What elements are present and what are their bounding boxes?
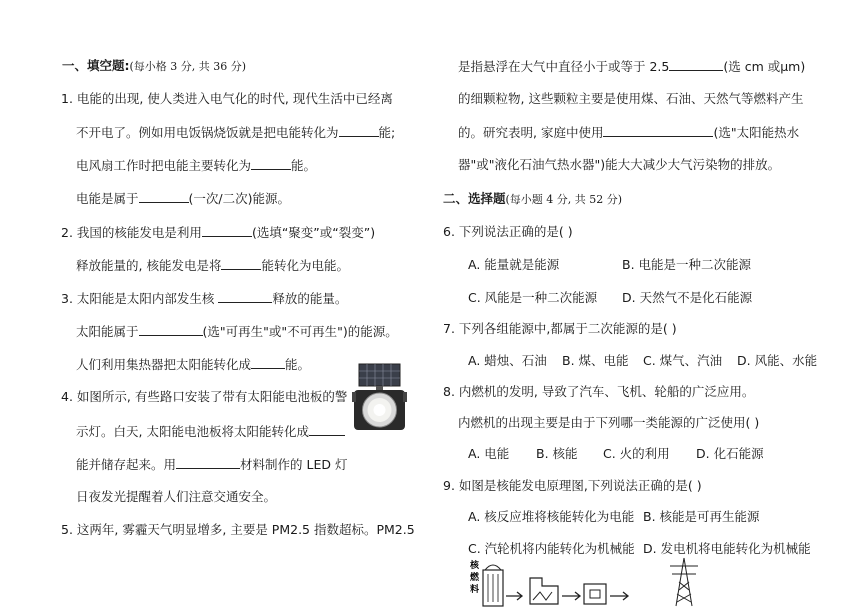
q3-line-3 <box>76 356 310 373</box>
q9-option-d[interactable]: D. 发电机将电能转化为机械能 <box>643 541 811 556</box>
q5-text-5: 器"或"液化石油气热水器")能大大减少大气污染物的排放。 <box>458 157 781 172</box>
q7-option-d[interactable]: D. 风能、水能 <box>737 353 818 368</box>
q7-option-b[interactable]: B. 煤、电能 <box>562 353 629 368</box>
q2-text-1b: (选填“聚变”或“裂变”) <box>251 225 376 240</box>
q2-text-2a: 释放能量的, 核能发电是将 <box>76 258 222 273</box>
q8-stem-text: 内燃机的发明, 导致了汽车、飞机、轮船的广泛应用。 <box>458 384 755 399</box>
q3-blank-2[interactable] <box>139 323 203 336</box>
q8-option-c[interactable]: C. 火的利用 <box>603 446 670 461</box>
q8-stem-2: 内燃机的出现主要是由于下列哪一类能源的广泛使用( ) <box>458 415 760 430</box>
q6-option-c[interactable]: C. 风能是一种二次能源 <box>468 290 598 305</box>
q1-line-1 <box>61 91 393 107</box>
q2-blank-2[interactable] <box>221 257 261 270</box>
q4-line-1 <box>61 389 347 405</box>
q9-stem-text: 如图是核能发电原理图,下列说法正确的是( ) <box>458 478 702 493</box>
q9-stem <box>443 478 702 494</box>
q3-text-2b: (选"可再生"或"不可再生")的能源。 <box>202 324 398 339</box>
reactor-icon <box>483 565 503 606</box>
diagram-label-2: 燃 <box>470 573 480 583</box>
q5-number: 5. <box>61 522 73 537</box>
q9-number: 9. <box>443 478 455 493</box>
q1-line-4 <box>76 190 290 207</box>
diagram-label-3: 料 <box>470 585 480 595</box>
arrow-icon <box>506 592 522 600</box>
q6-option-b[interactable]: B. 电能是一种二次能源 <box>622 257 752 272</box>
q1-blank-2[interactable] <box>251 157 291 170</box>
q5-blank-1[interactable] <box>669 58 723 71</box>
q3-line-1 <box>61 290 347 307</box>
q3-text-1b: 释放的能量。 <box>272 291 348 306</box>
q1-number: 1. <box>61 91 73 106</box>
q3-blank-1[interactable] <box>218 290 272 303</box>
q4-line-4 <box>76 489 276 505</box>
section-2-note: (每小题 4 分, 共 52 分) <box>505 193 623 206</box>
section-2-heading <box>443 191 622 208</box>
q9-option-c[interactable]: C. 汽轮机将内能转化为机械能 <box>468 541 635 556</box>
q1-line-2 <box>76 124 395 141</box>
q5-line-4 <box>458 124 799 141</box>
q5-text-2b: (选 cm 或μm) <box>723 59 806 74</box>
q7-stem-text: 下列各组能源中,都属于二次能源的是( ) <box>458 321 677 336</box>
q4-text-2a: 示灯。白天, 太阳能电池板将太阳能转化成 <box>76 424 309 439</box>
q1-text-3b: 能。 <box>291 158 317 173</box>
q1-text-1: 电能的出现, 使人类进入电气化的时代, 现代生活中已经离 <box>76 91 393 106</box>
q2-text-1a: 我国的核能发电是利用 <box>76 225 202 240</box>
q3-text-3a: 人们利用集热器把太阳能转化成 <box>76 357 252 372</box>
q3-text-2a: 太阳能属于 <box>76 324 139 339</box>
q6-option-a[interactable]: A. 能量就是能源 <box>468 257 560 272</box>
q5-line-1 <box>61 522 415 538</box>
q3-line-2 <box>76 323 398 340</box>
q1-blank-3[interactable] <box>139 190 189 203</box>
q8-stem <box>443 384 754 400</box>
q5-text-2a: 是指悬浮在大气中直径小于或等于 2.5 <box>458 59 670 74</box>
q2-number: 2. <box>61 225 73 240</box>
power-tower-icon <box>670 558 698 606</box>
q1-text-2a: 不开电了。例如用电饭锅烧饭就是把电能转化为 <box>76 125 339 140</box>
q4-line-3 <box>76 456 347 473</box>
q1-blank-1[interactable] <box>339 124 379 137</box>
q5-text-4a: 的。研究表明, 家庭中使用 <box>458 125 604 140</box>
q8-option-d[interactable]: D. 化石能源 <box>696 446 764 461</box>
q5-line-2 <box>458 58 805 75</box>
q3-blank-3[interactable] <box>251 356 285 369</box>
q6-stem-text: 下列说法正确的是( ) <box>458 224 573 239</box>
q5-blank-2[interactable] <box>603 124 713 137</box>
q1-text-2b: 能; <box>378 125 396 140</box>
q1-text-4b: (一次/二次)能源。 <box>188 191 290 206</box>
q3-text-3b: 能。 <box>285 357 311 372</box>
q1-text-4a: 电能是属于 <box>76 191 139 206</box>
turbine-icon <box>584 584 606 604</box>
q4-line-2 <box>76 423 345 440</box>
diagram-label-1: 核 <box>470 561 480 571</box>
arrow-icon <box>610 592 628 600</box>
q4-text-4: 日夜发光提醒着人们注意交通安全。 <box>76 489 277 504</box>
q5-text-4b: (选"太阳能热水 <box>713 125 800 140</box>
q8-number: 8. <box>443 384 455 399</box>
q1-text-3a: 电风扇工作时把电能主要转化为 <box>76 158 252 173</box>
q4-blank-2[interactable] <box>176 456 240 469</box>
arrow-icon <box>562 592 580 600</box>
q7-option-a[interactable]: A. 蜡烛、石油 <box>468 353 547 368</box>
section-1-title: 一、填空题: <box>62 58 130 73</box>
steam-generator-icon <box>530 578 558 604</box>
solar-warning-lamp-image <box>351 362 408 432</box>
q4-text-3b: 材料制作的 LED 灯 <box>240 457 348 472</box>
q2-text-2b: 能转化为电能。 <box>261 258 349 273</box>
q5-line-5 <box>458 157 780 173</box>
q7-stem <box>443 321 677 337</box>
q9-option-a[interactable]: A. 核反应堆将核能转化为电能 <box>468 509 635 524</box>
q4-text-3a: 能并储存起来。用 <box>76 457 177 472</box>
q5-text-3: 的细颗粒物, 这些颗粒主要是使用煤、石油、天然气等燃料产生 <box>458 91 804 106</box>
q8-option-a[interactable]: A. 电能 <box>468 446 510 461</box>
q3-text-1a: 太阳能是太阳内部发生核 <box>76 291 219 306</box>
section-2-title: 二、选择题 <box>443 191 506 206</box>
q9-option-b[interactable]: B. 核能是可再生能源 <box>643 509 760 524</box>
q3-number: 3. <box>61 291 73 306</box>
q4-number: 4. <box>61 389 73 404</box>
q6-number: 6. <box>443 224 455 239</box>
q8-option-b[interactable]: B. 核能 <box>536 446 578 461</box>
q2-blank-1[interactable] <box>202 224 252 237</box>
nuclear-power-diagram <box>470 556 720 608</box>
q5-text-1: 这两年, 雾霾天气明显增多, 主要是 PM2.5 指数超标。PM2.5 <box>76 522 415 537</box>
section-1-note: (每小格 3 分, 共 36 分) <box>129 60 247 73</box>
section-1-heading <box>62 58 246 75</box>
q2-line-2 <box>76 257 349 274</box>
q7-number: 7. <box>443 321 455 336</box>
q7-option-c[interactable]: C. 煤气、汽油 <box>643 353 723 368</box>
q6-stem <box>443 224 573 240</box>
q5-line-3 <box>458 91 803 107</box>
q4-blank-1[interactable] <box>309 423 345 436</box>
q4-text-1: 如图所示, 有些路口安装了带有太阳能电池板的警 <box>76 389 348 404</box>
q1-line-3 <box>76 157 316 174</box>
q2-line-1 <box>61 224 375 241</box>
q6-option-d[interactable]: D. 天然气不是化石能源 <box>622 290 753 305</box>
